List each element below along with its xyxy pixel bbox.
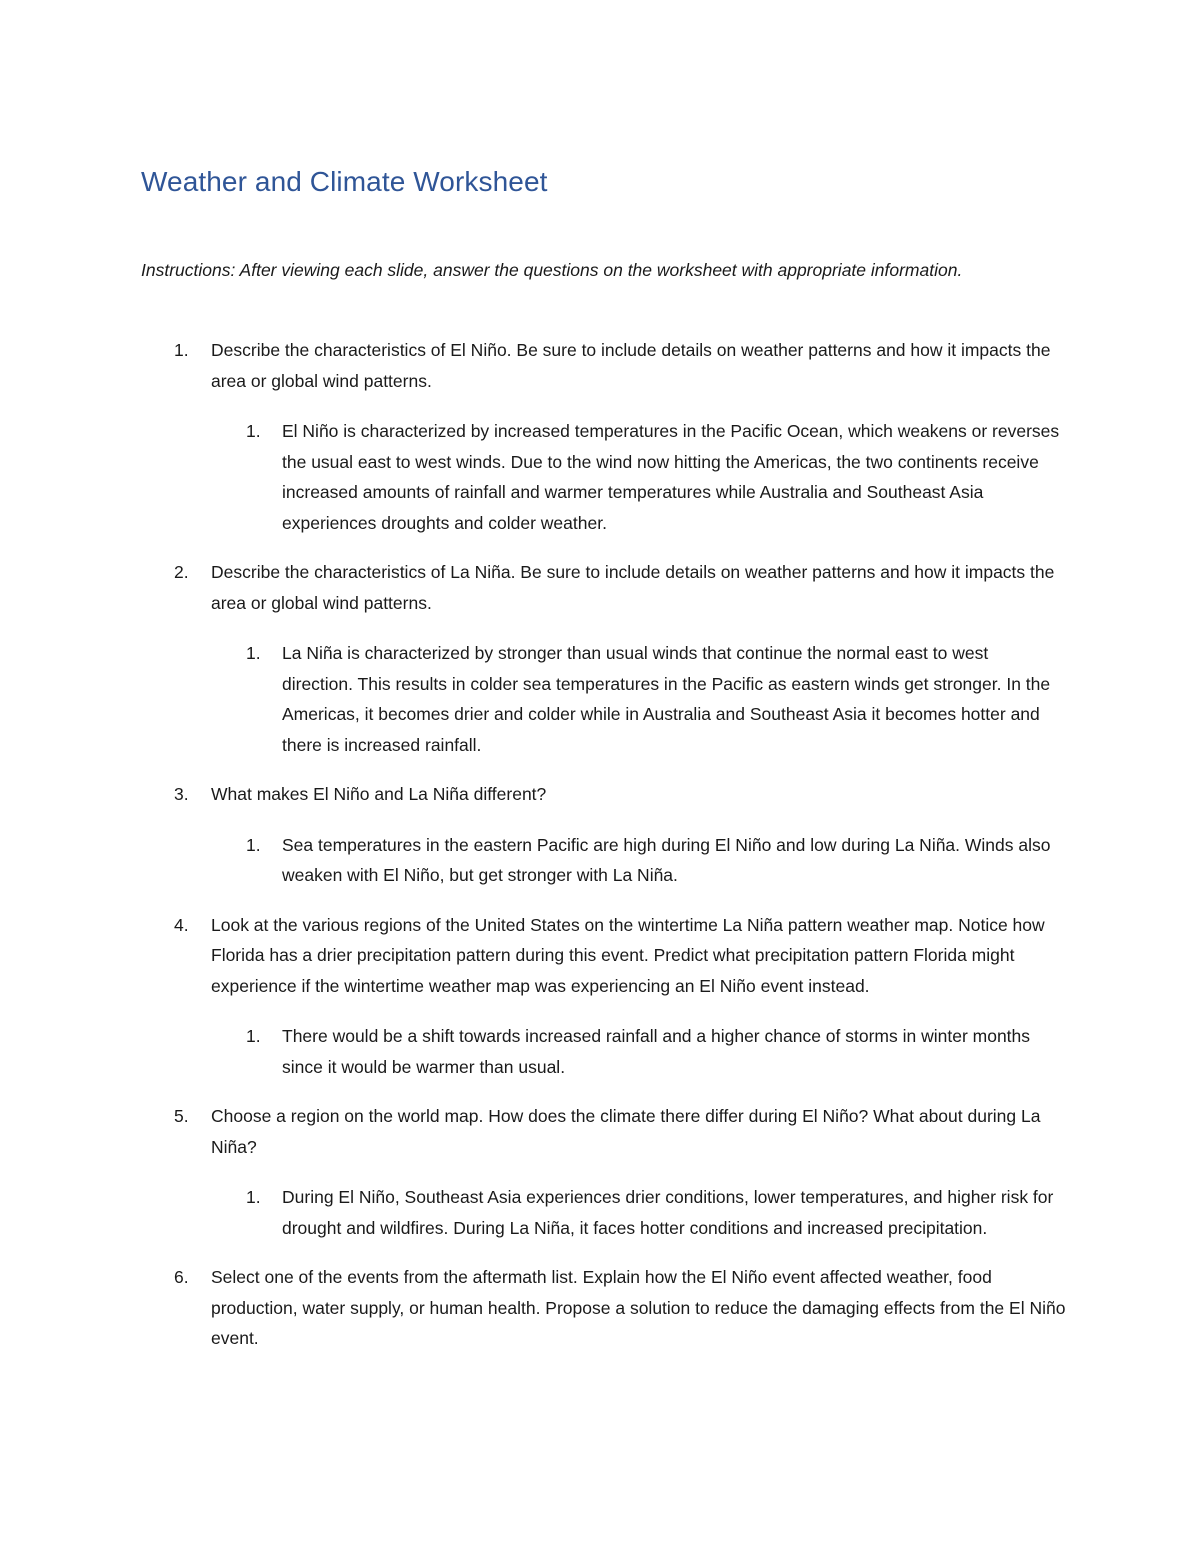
answer-item (246, 638, 1062, 760)
question-item (0, 557, 1071, 760)
answer-number: 1. (246, 1187, 261, 1207)
question-text: Choose a region on the world map. How does the climate there differ during El Niño? What about during La Niña? (211, 1106, 1041, 1157)
question-number: 4. (174, 914, 189, 935)
answer-item (246, 830, 1062, 891)
question-item (0, 910, 1071, 1083)
question-item (0, 1101, 1071, 1243)
answer-text: Sea temperatures in the eastern Pacific are high during El Niño and low during La Niña. Winds also weaken with El Niño, but get stronger with La Niña. (282, 834, 1051, 885)
answer-text: El Niño is characterized by increased temperatures in the Pacific Ocean, which weakens or reverses the usual east to west winds. Due to the wind now hitting the Americas, the two continents receive increased amounts of rainfall and warmer temperatures while Australia and Southeast Asia experiences droughts and colder weather. (282, 421, 1060, 533)
answer-text: During El Niño, Southeast Asia experiences drier conditions, lower temperatures, and higher risk for drought and wildfires. During La Niña, it faces hotter conditions and increased precipitation. (282, 1187, 1054, 1238)
question-number: 6. (174, 1267, 189, 1287)
question-text: Select one of the events from the aftermath list. Explain how the El Niño event affected weather, food production, water supply, or human health. Propose a solution to reduce the damaging effects from the El Niño event. (211, 1267, 1066, 1348)
question-item (0, 335, 1071, 538)
answer-number: 1. (246, 1026, 261, 1046)
question-text: Describe the characteristics of El Niño. Be sure to include details on weather patterns and how it impacts the area or global wind patterns. (211, 340, 1051, 391)
question-number: 3. (174, 784, 189, 804)
questions-list (0, 335, 1200, 1354)
question-item (0, 1262, 1071, 1354)
answer-number: 1. (246, 421, 261, 441)
question-number: 5. (174, 1106, 189, 1126)
answer-item (246, 1021, 1062, 1082)
answer-text: La Niña is characterized by stronger than usual winds that continue the normal east to west direction. This results in colder sea temperatures in the Pacific as eastern winds get stronger. In the Americas, it becomes drier and colder while in Australia and Southeast Asia it becomes hotter and there is increased rainfall. (282, 643, 1051, 755)
answer-item (246, 1182, 1062, 1243)
question-text: Look at the various regions of the United States on the wintertime La Niña pattern weather map. Notice how Florida has a drier precipitation pattern during this event. Predict what precipitation pattern Florida might experience if the wintertime weather map was experiencing an El Niño event instead. (211, 914, 1045, 996)
question-number: 2. (174, 562, 189, 582)
instructions-text: Instructions: After viewing each slide, answer the questions on the worksheet with appropriate information. (141, 260, 963, 280)
page-title: Weather and Climate Worksheet (141, 166, 548, 197)
question-number: 1. (174, 340, 189, 360)
answer-text: There would be a shift towards increased rainfall and a higher chance of storms in winter months since it would be warmer than usual. (282, 1026, 1031, 1077)
answer-item (246, 416, 1062, 538)
question-text: Describe the characteristics of La Niña. Be sure to include details on weather patterns and how it impacts the area or global wind patterns. (211, 562, 1055, 613)
answer-number: 1. (246, 643, 261, 663)
question-item (0, 779, 1071, 891)
question-text: What makes El Niño and La Niña different? (211, 784, 547, 804)
answer-number: 1. (246, 834, 261, 855)
